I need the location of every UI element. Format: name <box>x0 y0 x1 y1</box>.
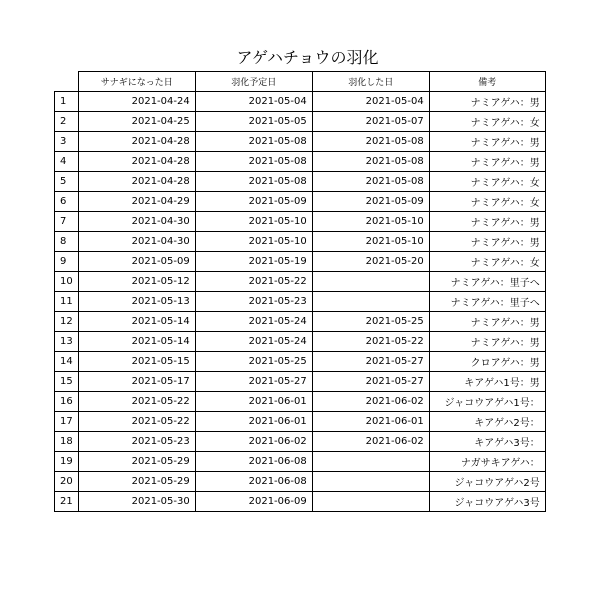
note-cell[interactable]: ナミアゲハ：女 <box>429 252 545 272</box>
note-cell[interactable]: キアゲハ1号：男 <box>429 372 545 392</box>
row-index: 5 <box>55 172 79 192</box>
pupated-cell[interactable]: 2021-05-14 <box>78 312 195 332</box>
sheet-title: アゲハチョウの羽化 <box>236 48 379 67</box>
planned-cell[interactable]: 2021-05-10 <box>195 212 312 232</box>
pupated-cell[interactable]: 2021-05-29 <box>78 452 195 472</box>
row-index: 15 <box>55 372 79 392</box>
emerged-cell[interactable]: 2021-05-08 <box>312 152 429 172</box>
table-row <box>55 372 546 392</box>
row-index: 3 <box>55 132 79 152</box>
planned-cell[interactable]: 2021-06-01 <box>195 392 312 412</box>
pupated-cell[interactable]: 2021-04-30 <box>78 212 195 232</box>
emerged-cell[interactable]: 2021-05-09 <box>312 192 429 212</box>
note-cell[interactable]: ジャコウアゲハ1号： <box>429 392 545 412</box>
planned-cell[interactable]: 2021-06-09 <box>195 492 312 512</box>
header-pupated[interactable]: サナギになった日 <box>78 72 195 92</box>
pupated-cell[interactable]: 2021-05-12 <box>78 272 195 292</box>
header-index <box>55 72 79 92</box>
row-index: 20 <box>55 472 79 492</box>
header-row <box>55 72 546 92</box>
row-index: 21 <box>55 492 79 512</box>
table-row <box>55 492 546 512</box>
emerged-cell[interactable]: 2021-05-27 <box>312 372 429 392</box>
header-planned[interactable]: 羽化予定日 <box>195 72 312 92</box>
planned-cell[interactable]: 2021-05-08 <box>195 172 312 192</box>
table-row <box>55 392 546 412</box>
row-index: 8 <box>55 232 79 252</box>
pupated-cell[interactable]: 2021-05-15 <box>78 352 195 372</box>
emerged-cell[interactable]: 2021-05-10 <box>312 232 429 252</box>
planned-cell[interactable]: 2021-05-22 <box>195 272 312 292</box>
note-cell[interactable]: ナミアゲハ：女 <box>429 112 545 132</box>
row-index: 7 <box>55 212 79 232</box>
table-row <box>55 152 546 172</box>
note-cell[interactable]: ナミアゲハ：里子へ <box>429 292 545 312</box>
pupated-cell[interactable]: 2021-05-22 <box>78 412 195 432</box>
row-index: 17 <box>55 412 79 432</box>
table-row <box>55 212 546 232</box>
planned-cell[interactable]: 2021-05-19 <box>195 252 312 272</box>
emerged-cell[interactable]: 2021-05-08 <box>312 132 429 152</box>
table-row <box>55 352 546 372</box>
table-row <box>55 272 546 292</box>
row-index: 16 <box>55 392 79 412</box>
pupated-cell[interactable]: 2021-05-09 <box>78 252 195 272</box>
planned-cell[interactable]: 2021-05-23 <box>195 292 312 312</box>
pupated-cell[interactable]: 2021-04-28 <box>78 132 195 152</box>
planned-cell[interactable]: 2021-05-10 <box>195 232 312 252</box>
note-cell[interactable]: ナミアゲハ：男 <box>429 332 545 352</box>
emerged-cell[interactable] <box>312 292 429 312</box>
pupated-cell[interactable]: 2021-05-13 <box>78 292 195 312</box>
table-row <box>55 292 546 312</box>
row-index: 9 <box>55 252 79 272</box>
planned-cell[interactable]: 2021-05-08 <box>195 152 312 172</box>
note-cell[interactable]: ナガサキアゲハ： <box>429 452 545 472</box>
pupated-cell[interactable]: 2021-05-14 <box>78 332 195 352</box>
note-cell[interactable]: ナミアゲハ：女 <box>429 172 545 192</box>
note-cell[interactable]: ナミアゲハ：男 <box>429 312 545 332</box>
row-index: 4 <box>55 152 79 172</box>
planned-cell[interactable]: 2021-05-24 <box>195 312 312 332</box>
note-cell[interactable]: ナミアゲハ：男 <box>429 232 545 252</box>
table-row <box>55 192 546 212</box>
emerged-cell[interactable]: 2021-06-02 <box>312 432 429 452</box>
emerged-cell[interactable]: 2021-05-07 <box>312 112 429 132</box>
emerged-cell[interactable] <box>312 492 429 512</box>
table-row <box>55 312 546 332</box>
row-index: 12 <box>55 312 79 332</box>
emerged-cell[interactable] <box>312 472 429 492</box>
emerged-cell[interactable]: 2021-05-10 <box>312 212 429 232</box>
emerged-cell[interactable] <box>312 272 429 292</box>
table-row <box>55 252 546 272</box>
planned-cell[interactable]: 2021-06-02 <box>195 432 312 452</box>
table-row <box>55 332 546 352</box>
note-cell[interactable]: キアゲハ3号： <box>429 432 545 452</box>
row-index: 1 <box>55 92 79 112</box>
planned-cell[interactable]: 2021-05-25 <box>195 352 312 372</box>
emerged-cell[interactable]: 2021-05-27 <box>312 352 429 372</box>
note-cell[interactable]: ナミアゲハ：男 <box>429 92 545 112</box>
table-row <box>55 472 546 492</box>
pupated-cell[interactable]: 2021-05-23 <box>78 432 195 452</box>
table-row <box>55 172 546 192</box>
emerged-cell[interactable]: 2021-05-22 <box>312 332 429 352</box>
planned-cell[interactable]: 2021-05-04 <box>195 92 312 112</box>
note-cell[interactable]: キアゲハ2号： <box>429 412 545 432</box>
row-index: 19 <box>55 452 79 472</box>
note-cell[interactable]: ナミアゲハ：男 <box>429 212 545 232</box>
table-row <box>55 452 546 472</box>
emergence-table <box>54 71 546 512</box>
row-index: 2 <box>55 112 79 132</box>
pupated-cell[interactable]: 2021-04-28 <box>78 172 195 192</box>
row-index: 14 <box>55 352 79 372</box>
planned-cell[interactable]: 2021-06-08 <box>195 452 312 472</box>
pupated-cell[interactable]: 2021-04-29 <box>78 192 195 212</box>
planned-cell[interactable]: 2021-05-24 <box>195 332 312 352</box>
note-cell[interactable]: ナミアゲハ：里子へ <box>429 272 545 292</box>
emerged-cell[interactable]: 2021-05-25 <box>312 312 429 332</box>
planned-cell[interactable]: 2021-05-09 <box>195 192 312 212</box>
note-cell[interactable]: ナミアゲハ：女 <box>429 192 545 212</box>
header-note[interactable]: 備考 <box>429 72 545 92</box>
emerged-cell[interactable]: 2021-05-04 <box>312 92 429 112</box>
row-index: 18 <box>55 432 79 452</box>
emerged-cell[interactable] <box>312 452 429 472</box>
note-cell[interactable]: ナミアゲハ：男 <box>429 152 545 172</box>
emerged-cell[interactable]: 2021-05-08 <box>312 172 429 192</box>
note-cell[interactable]: ジャコウアゲハ3号 <box>429 492 545 512</box>
note-cell[interactable]: クロアゲハ：男 <box>429 352 545 372</box>
row-index: 13 <box>55 332 79 352</box>
note-cell[interactable]: ナミアゲハ：男 <box>429 132 545 152</box>
row-index: 6 <box>55 192 79 212</box>
table-row <box>55 232 546 252</box>
emerged-cell[interactable]: 2021-06-02 <box>312 392 429 412</box>
pupated-cell[interactable]: 2021-05-22 <box>78 392 195 412</box>
planned-cell[interactable]: 2021-06-01 <box>195 412 312 432</box>
header-emerged[interactable]: 羽化した日 <box>312 72 429 92</box>
pupated-cell[interactable]: 2021-04-24 <box>78 92 195 112</box>
planned-cell[interactable]: 2021-05-27 <box>195 372 312 392</box>
row-index: 10 <box>55 272 79 292</box>
row-index: 11 <box>55 292 79 312</box>
emerged-cell[interactable]: 2021-05-20 <box>312 252 429 272</box>
pupated-cell[interactable]: 2021-05-17 <box>78 372 195 392</box>
planned-cell[interactable]: 2021-06-08 <box>195 472 312 492</box>
table-row <box>55 412 546 432</box>
pupated-cell[interactable]: 2021-04-25 <box>78 112 195 132</box>
table-row <box>55 432 546 452</box>
table-row <box>55 92 546 112</box>
table-row <box>55 132 546 152</box>
planned-cell[interactable]: 2021-05-05 <box>195 112 312 132</box>
planned-cell[interactable]: 2021-05-08 <box>195 132 312 152</box>
table-row <box>55 112 546 132</box>
pupated-cell[interactable]: 2021-04-30 <box>78 232 195 252</box>
pupated-cell[interactable]: 2021-05-30 <box>78 492 195 512</box>
pupated-cell[interactable]: 2021-05-29 <box>78 472 195 492</box>
emerged-cell[interactable]: 2021-06-01 <box>312 412 429 432</box>
pupated-cell[interactable]: 2021-04-28 <box>78 152 195 172</box>
note-cell[interactable]: ジャコウアゲハ2号 <box>429 472 545 492</box>
